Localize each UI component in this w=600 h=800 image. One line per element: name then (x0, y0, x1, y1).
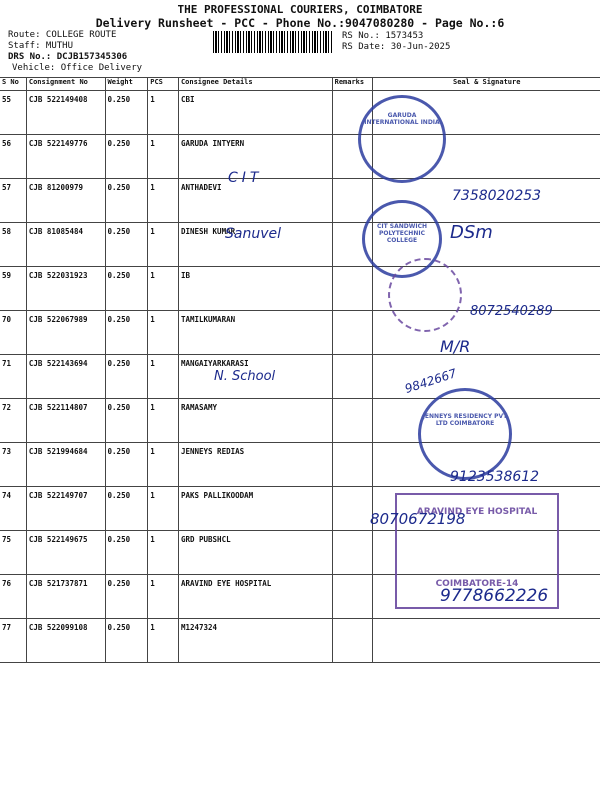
cell-pcs: 1 (148, 223, 179, 267)
header-sno: S No (0, 78, 26, 91)
cell-pcs: 1 (148, 267, 179, 311)
table-header-row (0, 78, 600, 91)
cell-sno: 56 (0, 135, 26, 179)
cell-sno: 70 (0, 311, 26, 355)
hand-phone-1: 7358020253 (452, 188, 542, 204)
cell-sno: 57 (0, 179, 26, 223)
rs-date-text: RS Date: 30-Jun-2025 (342, 42, 451, 52)
cell-consignment: CJB 521994684 (26, 443, 105, 487)
meta-left (8, 30, 127, 63)
cell-seal (373, 619, 600, 663)
cell-weight: 0.250 (105, 179, 148, 223)
cell-weight: 0.250 (105, 135, 148, 179)
cell-weight: 0.250 (105, 443, 148, 487)
company-title: THE PROFESSIONAL COURIERS, COIMBATORE (177, 3, 423, 16)
hand-sanuvel: Sanuvel (225, 226, 281, 242)
cell-sno: 55 (0, 91, 26, 135)
cell-pcs: 1 (148, 355, 179, 399)
hand-phone-6: 9778662226 (440, 586, 549, 606)
cell-sno: 71 (0, 355, 26, 399)
hand-phone-4: 9123538612 (450, 469, 540, 485)
cell-consignee: GRD PUBSHCL (178, 531, 332, 575)
cell-remarks (332, 179, 373, 223)
cell-weight: 0.250 (105, 399, 148, 443)
cell-consignment: CJB 522149408 (26, 91, 105, 135)
cell-pcs: 1 (148, 135, 179, 179)
cell-weight: 0.250 (105, 619, 148, 663)
hand-n-school: N. School (214, 369, 276, 384)
cell-pcs: 1 (148, 443, 179, 487)
header-consignment: Consignment No (26, 78, 105, 91)
cell-consignment: CJB 522099108 (26, 619, 105, 663)
cell-pcs: 1 (148, 531, 179, 575)
cell-sno: 59 (0, 267, 26, 311)
hand-mr: M/R (440, 337, 471, 356)
header-pcs: PCS (148, 78, 179, 91)
cell-sno: 77 (0, 619, 26, 663)
cell-weight: 0.250 (105, 311, 148, 355)
cell-weight: 0.250 (105, 91, 148, 135)
cell-consignee: M1247324 (178, 619, 332, 663)
cell-pcs: 1 (148, 399, 179, 443)
cell-weight: 0.250 (105, 355, 148, 399)
hand-phone-3: 9842667 (403, 366, 459, 396)
cell-consignee: ANTHADEVI (178, 179, 332, 223)
cell-consignee: CBI (178, 91, 332, 135)
vehicle-text: Vehicle: Office Delivery (12, 63, 143, 73)
cell-remarks (332, 487, 373, 531)
hand-dsm: DSm (450, 222, 493, 243)
barcode (213, 31, 333, 53)
cell-remarks (332, 619, 373, 663)
cell-consignment: CJB 81200979 (26, 179, 105, 223)
rs-no-text: RS No.: 1573453 (342, 31, 424, 41)
cell-consignment: CJB 521737871 (26, 575, 105, 619)
cell-sno: 75 (0, 531, 26, 575)
cell-consignment: CJB 522114807 (26, 399, 105, 443)
faded-stamp (388, 258, 462, 332)
staff-text: Staff: MUTHU (8, 41, 74, 51)
table-row (0, 91, 600, 135)
cell-sno: 58 (0, 223, 26, 267)
cell-consignee: IB (178, 267, 332, 311)
cell-consignee: GARUDA INTYERN (178, 135, 332, 179)
meta-right (342, 31, 450, 53)
hand-phone-5: 8070672198 (370, 510, 466, 528)
runsheet-title: Delivery Runsheet - PCC - Phone No.:9047080280 - Page No.:6 (95, 16, 505, 30)
cell-sno: 76 (0, 575, 26, 619)
cell-weight: 0.250 (105, 487, 148, 531)
cell-sno: 73 (0, 443, 26, 487)
hand-phone-2: 8072540289 (470, 304, 553, 319)
cell-consignment: CJB 81085484 (26, 223, 105, 267)
cell-consignee: MANGAIYARKARASI (178, 355, 332, 399)
cell-consignment: CJB 522149776 (26, 135, 105, 179)
header-weight: Weight (105, 78, 148, 91)
cell-consignment: CJB 522031923 (26, 267, 105, 311)
cell-consignment: CJB 522149707 (26, 487, 105, 531)
cell-pcs: 1 (148, 91, 179, 135)
table-row (0, 355, 600, 399)
cell-pcs: 1 (148, 179, 179, 223)
cell-pcs: 1 (148, 575, 179, 619)
cell-consignment: CJB 522143694 (26, 355, 105, 399)
cell-pcs: 1 (148, 311, 179, 355)
route-text: Route: COLLEGE ROUTE (8, 30, 117, 40)
cell-pcs: 1 (148, 619, 179, 663)
cell-remarks (332, 399, 373, 443)
cell-sno: 72 (0, 399, 26, 443)
cell-remarks (332, 355, 373, 399)
garuda-stamp-text: GARUDA INTERNATIONAL INDIA (364, 112, 440, 126)
cell-consignment: CJB 522067989 (26, 311, 105, 355)
jenneys-stamp-text: JENNEYS RESIDENCY PVT LTD COIMBATORE (422, 413, 508, 427)
header-remarks: Remarks (332, 78, 373, 91)
cell-pcs: 1 (148, 487, 179, 531)
cell-remarks (332, 267, 373, 311)
hand-cit: CIT (228, 170, 263, 186)
cell-consignee: RAMASAMY (178, 399, 332, 443)
garuda-stamp (358, 95, 446, 183)
cell-sno: 74 (0, 487, 26, 531)
cell-weight: 0.250 (105, 575, 148, 619)
cell-remarks (332, 311, 373, 355)
cell-consignee: TAMILKUMARAN (178, 311, 332, 355)
table-row (0, 619, 600, 663)
cell-consignee: JENNEYS REDIAS (178, 443, 332, 487)
cell-consignee: DINESH KUMAR (178, 223, 332, 267)
drs-text: DRS No.: DCJB157345306 (8, 52, 128, 62)
cell-consignee: PAKS PALLIKOODAM (178, 487, 332, 531)
cell-weight: 0.250 (105, 223, 148, 267)
header-consignee: Consignee Details (178, 78, 332, 91)
jenneys-stamp (418, 388, 512, 480)
cit-stamp-text: CIT SANDWICH POLYTECHNIC COLLEGE (376, 223, 428, 244)
table-row (0, 135, 600, 179)
aravind-stamp-city: COIMBATORE-14 (435, 579, 519, 589)
cell-weight: 0.250 (105, 531, 148, 575)
table-row (0, 223, 600, 267)
cell-consignment: CJB 522149675 (26, 531, 105, 575)
cell-remarks (332, 443, 373, 487)
cell-remarks (332, 531, 373, 575)
cell-consignee: ARAVIND EYE HOSPITAL (178, 575, 332, 619)
aravind-stamp-title: ARAVIND EYE HOSPITAL (416, 507, 538, 517)
header-seal: Seal & Signature (373, 78, 600, 91)
cell-weight: 0.250 (105, 267, 148, 311)
cell-remarks (332, 575, 373, 619)
